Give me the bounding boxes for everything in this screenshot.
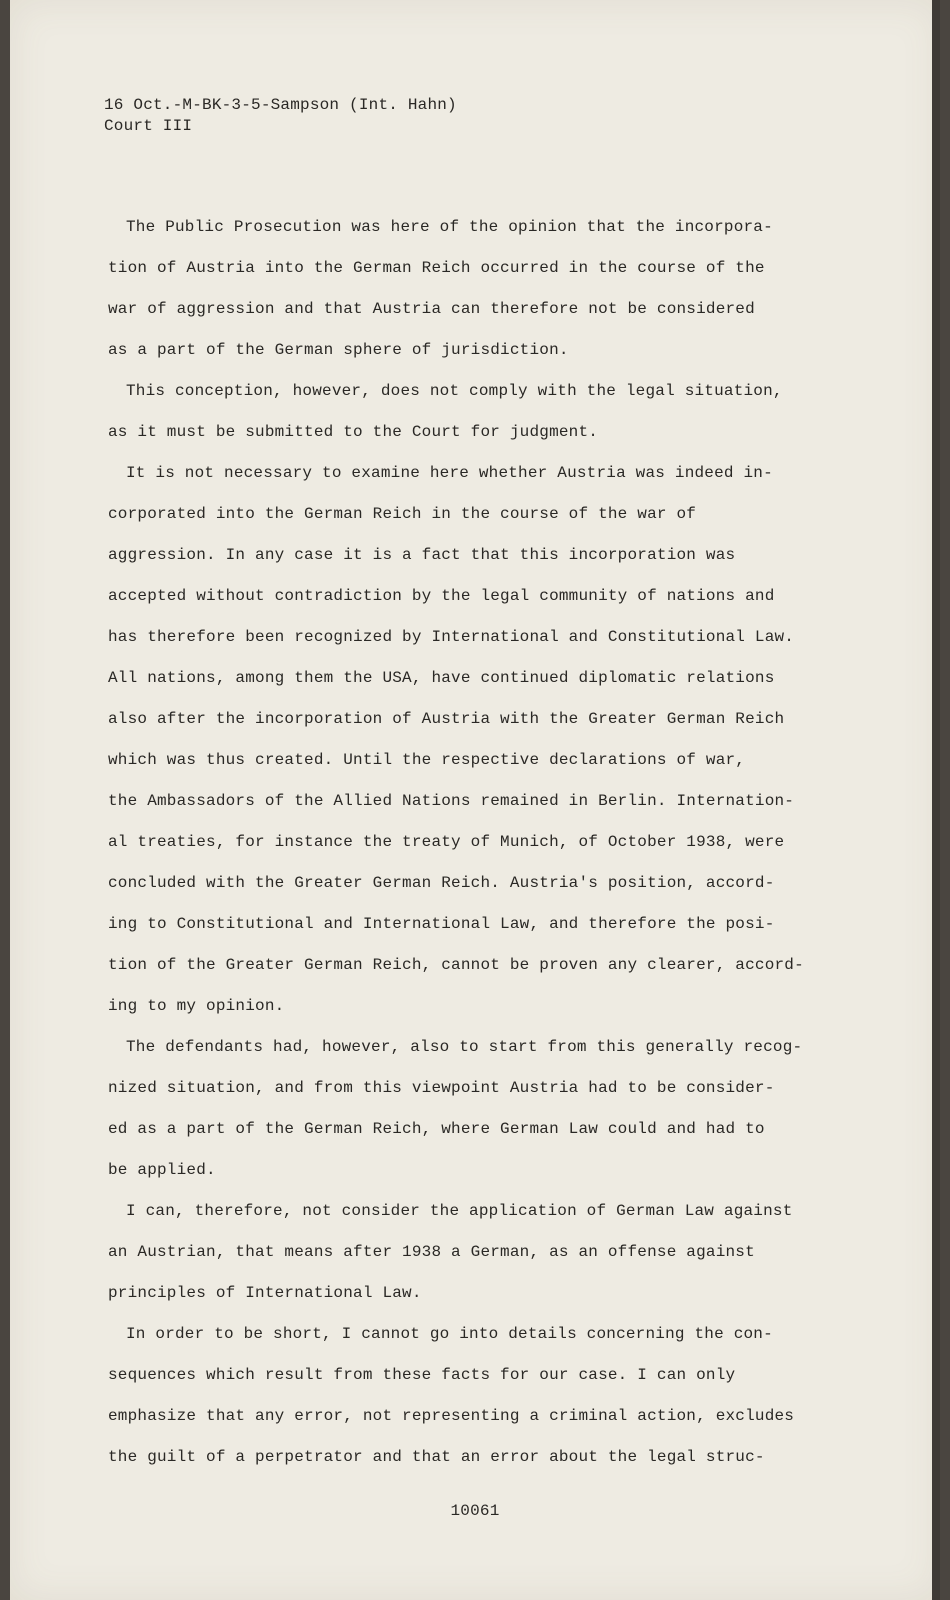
- text-line: the guilt of a perpetrator and that an error about the legal struc-: [108, 1448, 765, 1466]
- text-line: tion of Austria into the German Reich occurred in the course of the: [108, 259, 765, 277]
- header-reference-line: 16 Oct.-M-BK-3-5-Sampson (Int. Hahn): [104, 96, 457, 114]
- paragraph-conception: [108, 371, 848, 453]
- text-line: corporated into the German Reich in the course of the war of: [108, 505, 697, 523]
- text-line: tion of the Greater German Reich, cannot be proven any clearer, accord-: [108, 956, 804, 974]
- text-line: In order to be short, I cannot go into details concerning the con-: [126, 1325, 773, 1343]
- text-line: ing to my opinion.: [108, 997, 285, 1015]
- text-line: sequences which result from these facts for our case. I can only: [108, 1366, 736, 1384]
- text-line: al treaties, for instance the treaty of Munich, of October 1938, were: [108, 833, 785, 851]
- text-line: emphasize that any error, not representing a criminal action, excludes: [108, 1407, 795, 1425]
- page-edge-shadow: [932, 0, 940, 1600]
- text-line: aggression. In any case it is a fact that this incorporation was: [108, 546, 736, 564]
- text-line: ed as a part of the German Reich, where German Law could and had to: [108, 1120, 765, 1138]
- page-number: 10061: [450, 1502, 500, 1520]
- text-line: The defendants had, however, also to start from this generally recog-: [126, 1038, 803, 1056]
- text-line: war of aggression and that Austria can therefore not be considered: [108, 300, 755, 318]
- paragraph-prosecution-opinion: [108, 207, 848, 371]
- text-line: as it must be submitted to the Court for judgment.: [108, 423, 599, 441]
- text-line: principles of International Law.: [108, 1284, 422, 1302]
- paragraph-incorporation-recognized: [108, 453, 848, 1027]
- text-line: ing to Constitutional and International Law, and therefore the posi-: [108, 915, 775, 933]
- text-line: which was thus created. Until the respective declarations of war,: [108, 751, 746, 769]
- text-line: be applied.: [108, 1161, 216, 1179]
- text-line: accepted without contradiction by the legal community of nations and: [108, 587, 775, 605]
- text-line: concluded with the Greater German Reich. Austria's position, accord-: [108, 874, 775, 892]
- text-line: an Austrian, that means after 1938 a German, as an offense against: [108, 1243, 755, 1261]
- text-line: I can, therefore, not consider the application of German Law against: [126, 1202, 793, 1220]
- text-line: the Ambassadors of the Allied Nations remained in Berlin. Internation-: [108, 792, 795, 810]
- paragraph-error-guilt: [108, 1314, 848, 1478]
- paragraph-defendants: [108, 1027, 848, 1191]
- text-line: This conception, however, does not comply with the legal situation,: [126, 382, 783, 400]
- text-line: has therefore been recognized by International and Constitutional Law.: [108, 628, 795, 646]
- document-page: [10, 0, 940, 1600]
- header-court-line: Court III: [104, 117, 193, 135]
- text-line: All nations, among them the USA, have continued diplomatic relations: [108, 669, 775, 687]
- text-line: also after the incorporation of Austria with the Greater German Reich: [108, 710, 785, 728]
- document-header: [104, 95, 457, 137]
- text-line: It is not necessary to examine here whether Austria was indeed in-: [126, 464, 773, 482]
- document-body: [108, 207, 848, 1478]
- text-line: nized situation, and from this viewpoint Austria had to be consider-: [108, 1079, 775, 1097]
- text-line: as a part of the German sphere of jurisdiction.: [108, 341, 569, 359]
- text-line: The Public Prosecution was here of the opinion that the incorpora-: [126, 218, 773, 236]
- paragraph-german-law-application: [108, 1191, 848, 1314]
